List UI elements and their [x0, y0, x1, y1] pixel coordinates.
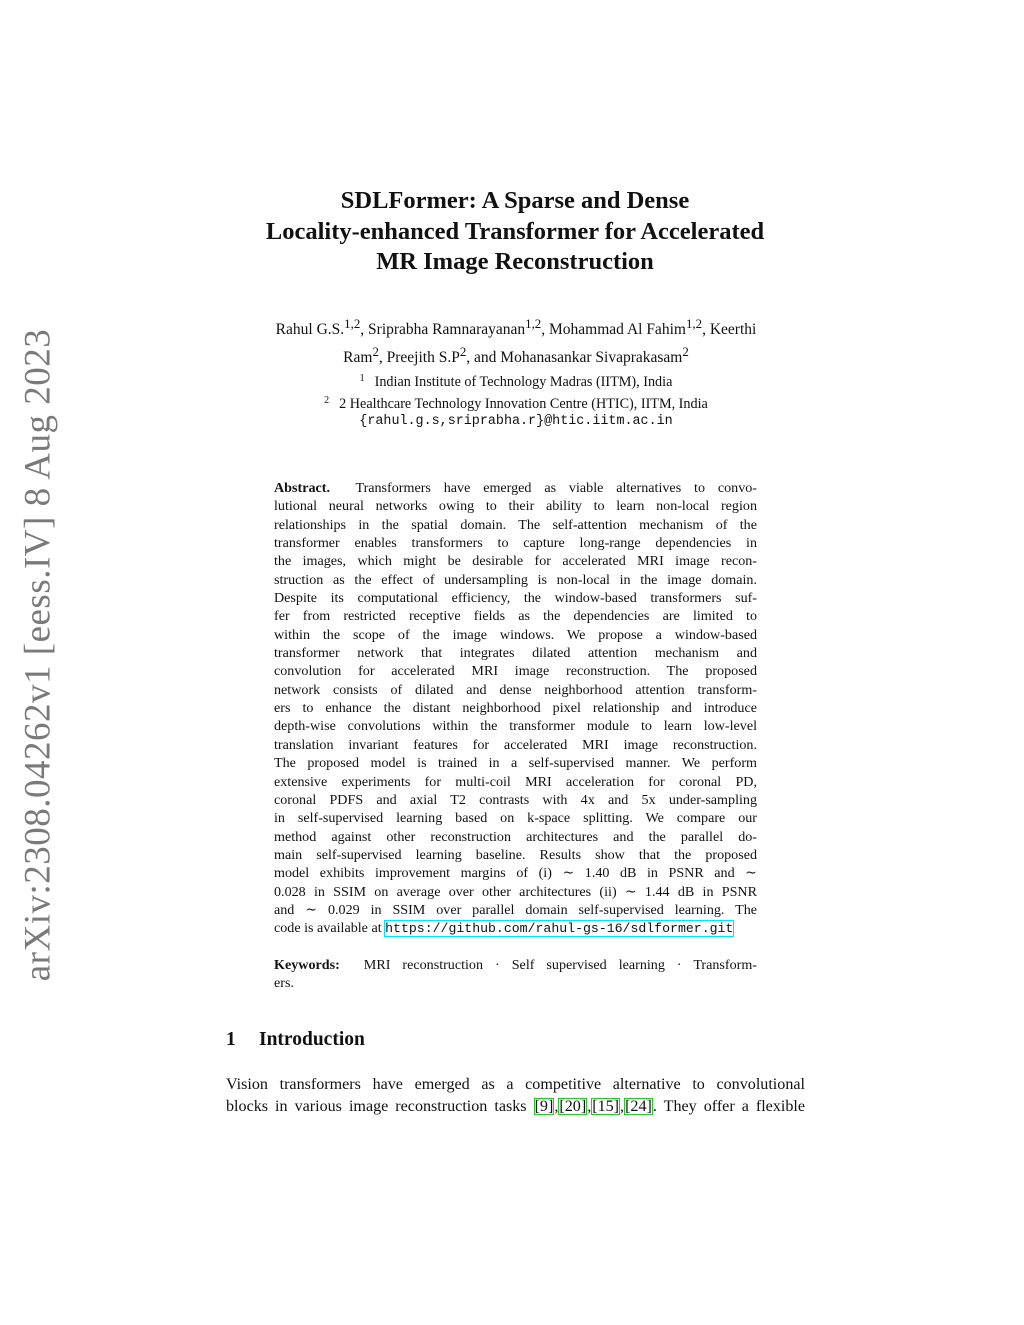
affiliation-text: 2 Healthcare Technology Innovation Centre (HTIC), IITM, India [339, 395, 708, 412]
author-affiliation-mark: 2 [372, 344, 379, 360]
author-name: , Keerthi [702, 321, 757, 339]
paragraph-text: . They offer a flexible [652, 1097, 806, 1115]
author-name: , Preejith S.P [378, 349, 460, 367]
abstract-line: main self-supervised learning baseline. Results show that the proposed [274, 846, 757, 863]
keywords-line [274, 956, 757, 974]
author-name: Rahul G.S. [275, 321, 345, 339]
abstract-line: The proposed model is trained in a self-supervised manner. We perform [274, 755, 757, 772]
author-name: , and Mohanasankar Sivaprakasam [466, 349, 683, 367]
abstract-line: convolution for accelerated MRI image reconstruction. The proposed [274, 663, 757, 680]
affiliation-number: 2 [324, 394, 330, 406]
abstract-line: relationships in the spatial domain. The self-attention mechanism of the [274, 516, 757, 533]
title-line-1: SDLFormer: A Sparse and Dense [340, 187, 690, 214]
abstract-line: fer from restricted receptive fields as the dependencies are limited to [274, 608, 757, 625]
author-affiliation-mark: 1,2 [344, 316, 361, 331]
abstract-text: code is available at [274, 920, 386, 937]
title-line-2: Locality-enhanced Transformer for Accelerated [265, 217, 765, 245]
author-name: Ram [343, 349, 373, 367]
abstract-line: transformer network that integrates dilated attention mechanism and [274, 645, 757, 662]
paragraph-text: blocks in various image reconstruction tasks [226, 1097, 534, 1115]
author-name: , Mohammad Al Fahim [541, 321, 686, 339]
citation-link[interactable]: [15] [592, 1097, 620, 1115]
abstract-line: in self-supervised learning based on k-space splitting. We compare our [274, 810, 757, 827]
abstract-line: network consists of dilated and dense neighborhood attention transform- [274, 681, 757, 698]
title-line-3: MR Image Reconstruction [376, 248, 654, 275]
author-affiliation-mark: 2 [682, 344, 689, 360]
abstract-line: struction as the effect of undersampling is non-local in the image domain. [274, 571, 757, 588]
abstract [274, 479, 757, 938]
author-affiliation-mark: 1,2 [685, 316, 703, 331]
paragraph-line: blocks in various image reconstruction tasks [9],[20],[15],[24]. They offer a flexible [226, 1097, 806, 1115]
abstract-line: the images, which might be desirable for accelerated MRI image recon- [274, 553, 757, 570]
keywords [274, 956, 757, 993]
abstract-line: extensive experiments for multi-coil MRI acceleration for coronal PD, [274, 773, 757, 790]
introduction-paragraph [226, 1074, 805, 1117]
section-heading [226, 1028, 365, 1052]
abstract-line [274, 479, 757, 497]
affiliation-2 [222, 392, 810, 414]
affiliations [222, 370, 810, 432]
abstract-line: transformer enables transformers to capture long-range dependencies in [274, 535, 757, 552]
paragraph-line: Vision transformers have emerged as a competitive alternative to convolutional [226, 1076, 805, 1093]
affiliation-text: Indian Institute of Technology Madras (IITM), India [374, 374, 673, 390]
abstract-text: Transformers have emerged as viable alternatives to convo- [355, 480, 757, 496]
abstract-line: translation invariant features for accelerated MRI image reconstruction. [274, 736, 757, 753]
author-line-2 [222, 341, 810, 369]
section-title: Introduction [259, 1029, 365, 1050]
abstract-label: Abstract. [274, 480, 330, 496]
section-number: 1 [226, 1029, 236, 1050]
citation-link[interactable]: [24] [625, 1097, 652, 1115]
code-repository-link[interactable]: https://github.com/rahul-gs-16/sdlformer.git [385, 921, 734, 937]
affiliation-number: 1 [359, 373, 365, 384]
citation-link[interactable]: [20] [559, 1097, 587, 1115]
keywords-label: Keywords: [274, 957, 340, 973]
abstract-line: Despite its computational efficiency, the window-based transformers suf- [274, 590, 757, 607]
keywords-text: MRI reconstruction · Self supervised learning · Transform- [363, 957, 758, 973]
author-affiliation-mark: 1,2 [525, 316, 542, 331]
keywords-line: ers. [274, 975, 294, 992]
abstract-line: 0.028 in SSIM on average over other architectures (ii) ∼ 1.44 dB in PSNR [274, 883, 757, 900]
author-list [222, 313, 810, 369]
author-affiliation-mark: 2 [459, 344, 467, 360]
affiliation-1 [222, 370, 810, 392]
author-name: , Sriprabha Ramnarayanan [360, 321, 526, 339]
abstract-line: coronal PDFS and axial T2 contrasts with 4x and 5x under-sampling [274, 791, 757, 808]
author-emails: {rahul.g.s,sriprabha.r}@htic.iitm.ac.in [359, 414, 673, 429]
abstract-line: method against other reconstruction architectures and the parallel do- [274, 828, 757, 845]
abstract-line: ers to enhance the distant neighborhood pixel relationship and introduce [274, 700, 757, 717]
abstract-line [274, 919, 757, 937]
paper-title [200, 186, 830, 278]
abstract-line: depth-wise convolutions within the transformer module to learn low-level [274, 718, 757, 735]
author-line-1 [222, 313, 810, 341]
abstract-line: within the scope of the image windows. We propose a window-based [274, 626, 757, 643]
citation-link[interactable]: [9] [534, 1097, 554, 1115]
abstract-line: model exhibits improvement margins of (i) ∼ 1.40 dB in PSNR and ∼ [274, 865, 757, 882]
abstract-line: and ∼ 0.029 in SSIM over parallel domain self-supervised learning. The [274, 901, 757, 918]
arxiv-identifier: arXiv:2308.04262v1 [eess.IV] 8 Aug 2023 [17, 328, 59, 982]
abstract-line: lutional neural networks owing to their ability to learn non-local region [274, 498, 757, 515]
